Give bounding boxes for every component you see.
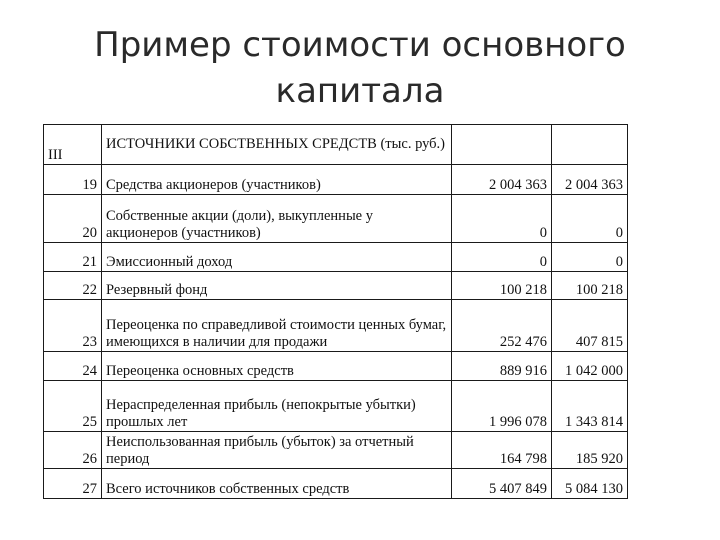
slide-title-line-2: капитала <box>275 71 445 111</box>
row-value-2: 185 920 <box>552 432 628 469</box>
row-label: Нераспределенная прибыль (непокрытые убытки) прошлых лет <box>102 381 452 432</box>
row-value-1: 1 996 078 <box>452 381 552 432</box>
row-value-2: 1 042 000 <box>552 352 628 381</box>
row-value-2: 0 <box>552 195 628 243</box>
row-value-1: 2 004 363 <box>452 165 552 195</box>
row-value-2: 1 343 814 <box>552 381 628 432</box>
table-row <box>44 352 628 381</box>
slide-title-line-1: Пример стоимости основного <box>94 25 626 65</box>
row-value-1: 252 476 <box>452 300 552 352</box>
section-label: ИСТОЧНИКИ СОБСТВЕННЫХ СРЕДСТВ (тыс. руб.) <box>102 125 452 165</box>
table-row <box>44 165 628 195</box>
row-number: 21 <box>44 243 102 272</box>
table-row <box>44 300 628 352</box>
row-number: 26 <box>44 432 102 469</box>
row-value-1: 164 798 <box>452 432 552 469</box>
row-value-1: 100 218 <box>452 272 552 300</box>
row-label: Неиспользованная прибыль (убыток) за отчетный период <box>102 432 452 469</box>
row-label: Собственные акции (доли), выкупленные у акционеров (участников) <box>102 195 452 243</box>
row-value-2: 100 218 <box>552 272 628 300</box>
table-row <box>44 381 628 432</box>
row-number: 19 <box>44 165 102 195</box>
row-label: Средства акционеров (участников) <box>102 165 452 195</box>
row-number: 24 <box>44 352 102 381</box>
row-value-1: 5 407 849 <box>452 469 552 499</box>
section-header-row <box>44 125 628 165</box>
row-number: 27 <box>44 469 102 499</box>
row-label: Переоценка основных средств <box>102 352 452 381</box>
row-label: Всего источников собственных средств <box>102 469 452 499</box>
table-row <box>44 195 628 243</box>
row-number: 25 <box>44 381 102 432</box>
row-number: 22 <box>44 272 102 300</box>
slide-title <box>0 22 720 114</box>
row-label: Резервный фонд <box>102 272 452 300</box>
row-label: Эмиссионный доход <box>102 243 452 272</box>
row-value-1: 0 <box>452 243 552 272</box>
table-row <box>44 243 628 272</box>
section-value-1 <box>452 125 552 165</box>
table-row <box>44 432 628 469</box>
row-value-1: 0 <box>452 195 552 243</box>
equity-sources-table <box>43 124 628 499</box>
table-row-total <box>44 469 628 499</box>
row-value-2: 5 084 130 <box>552 469 628 499</box>
table-row <box>44 272 628 300</box>
row-value-1: 889 916 <box>452 352 552 381</box>
row-number: 20 <box>44 195 102 243</box>
row-number: 23 <box>44 300 102 352</box>
row-label: Переоценка по справедливой стоимости ценных бумаг, имеющихся в наличии для продажи <box>102 300 452 352</box>
row-value-2: 2 004 363 <box>552 165 628 195</box>
section-value-2 <box>552 125 628 165</box>
section-number: III <box>44 125 102 165</box>
row-value-2: 407 815 <box>552 300 628 352</box>
row-value-2: 0 <box>552 243 628 272</box>
